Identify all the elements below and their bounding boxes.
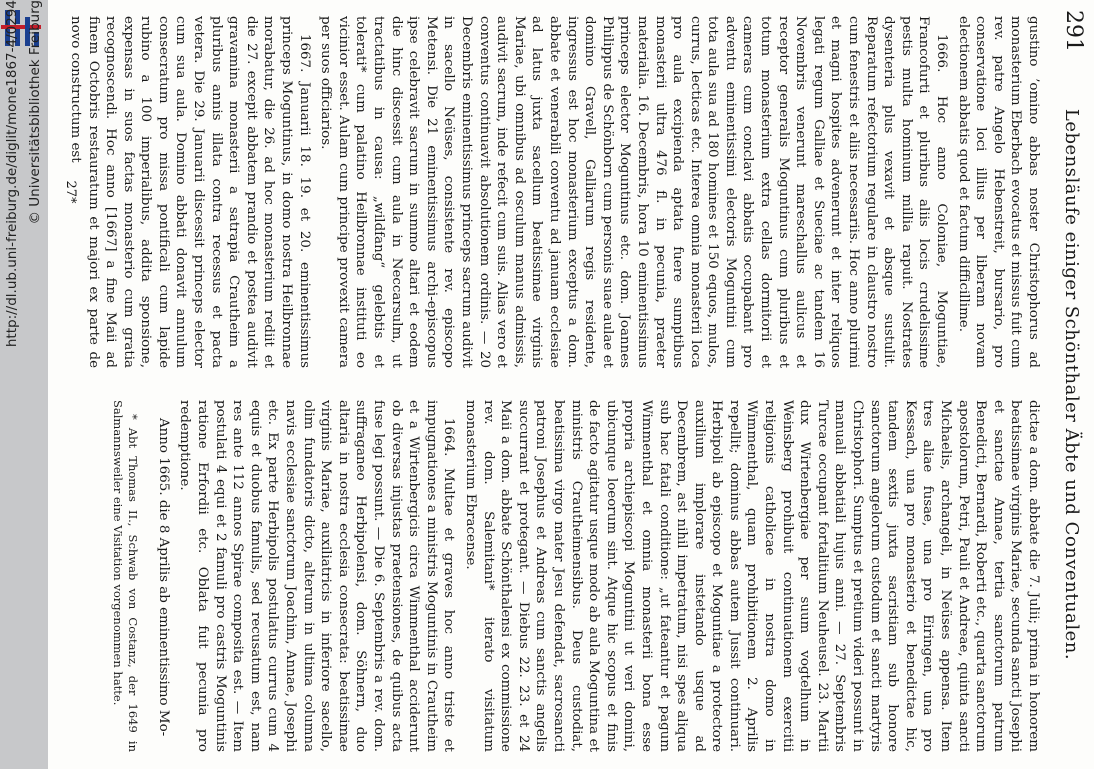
page-header: [1050, 0, 1086, 769]
signature-mark: 27*: [63, 180, 78, 204]
copyright-notice: © Universitätsbibliothek Freiburg: [27, 0, 43, 225]
paragraph: gustino ’omino abbas noster Christophorus ad monasterium Eberbach evocatus et missus fuit cum rev. patre Angelo Hebenstreit, bursario, pro conservatione loci illius per liberam novam electionem abbatis quod et factum difficillime.: [955, 16, 1041, 368]
document-url-link[interactable]: http://dl.ub.uni-freiburg.de/diglit/mone1867-4/0294: [4, 0, 20, 348]
running-head: Lebensläufe einiger Schönthaler Äbte und Conventualen.: [1061, 108, 1082, 661]
paragraph: 1664. Multae et graves hoc anno triste et impugnationes a ministris Moguntinis in Crautheim et a Wirtenbergicis circa Wimmenthal acciderunt ob diversas injustas praetensiones, de quibus acta fuse legi possunt. — Die 6. Septembris a rev. dom. suffraganeo Herbipolensi, dom. Söhnern, duo altaria in nostra ecclesia consecrata: beatissimae virginis Mariae, auxiliatricis in inferiore sacello, olim fundatoris dicto, alterum in ultima columna navis ecclesiae sanctorum Joachim, Annae, Josephi etc. Ex parte Herbipolis postulatus currus cum 4 equis et duobus famulis, sed recusatum est, nam res ante 112 annos Spirae composita est. — Item postulati 4 equi et 2 famuli pro castris Moguntinis ratione Erfordii etc. Oblata fuit pecunia pro redemptione.: [177, 400, 457, 752]
viewer-sidebar: [0, 0, 48, 769]
paragraph: 1666. Hoc anno Coloniae, Moguntiae, Francofurti et pluribus aliis locis crudelissime pestis multa hominum millia rapuit. Nostrates dysenteria plus vexavit et absque sustulit. Reparatum refectorium regulare in claustro nostro cum fenestris et aliis necessariis. Hoc anno plurimi et magni hospites advenerunt et inter reliquos legati regum Galliae et Sueciae ac tandem 16 Novembris venerunt mareschallus aulicus et receptor generalis Moguntinus cum pluribus et totum monasterium extra cellas dormitorii et cameras cum conclavi abbatis occupabant pro adventu eminentissimi electoris Moguntini cum tota aula sua ad 180 homines et 150 equos, mulos, currus, lecticas etc. Interea omnia monasterii loca pro aula excipienda aptata fuere sumptibus monasterii ultra 476 fl. in pecunia, praeter materialia. 16. Decembris, hora 10 eminentissimus princeps elector Moguntinus etc. dom. Joannes Philippus de Schönborn cum personis suae aulae et domino Gravell, Galliarum regis residente, ingressus est hoc monasterium exceptus a dom. abbate et venerabili conventu ad januam ecclesiae ad latus juxta sacellum beatissimae virginis Mariae, ubi omnibus ad osculum manus admissis, audivit sacrum, inde refecit cum suis. Alias vero et conventus continuavit absolutionem ordinis. — 20 Decembris eminentissimus princeps sacrum audivit in sacello Neüses, consistente rev. episcopo Metensi. Die 21 eminentissimus archi-episcopus ipse celebravit sacrum in summo altari et eodem die hinc discessit cum aula in Neccarsulm, ut tractatibus in causa: „wildfang“ gelebtis et tolerati* cum palatino Heilbronnae instituti eo vicinior esset. Aulam cum principe provexit camera per suos officiarios.: [318, 16, 950, 368]
paragraph: Anno 1665. die 8 Aprilis ab eminentissimo Mo-: [155, 418, 171, 737]
paragraph: 1667. Januarii 18. 19. et 20. eminentissimus princeps Moguntinus, in domo nostra Heilbronnae morabatur, die 26. ad hoc monasterium rediit et die 27. excepit abbatem prandio et postea audivit gravamina monasterii a satrapia Crautheim a pluribus annis illata contra recessus et pacta vetera. Die 29. Januarii discessit princeps elector cum sua aula. Domino abbati donavit annulum consecratum pro missa pontificali cum lapide rubino a 100 imperialibus, addita sponsione, expensas in suos factas monasterio cum gratia recognoscendi. Hoc anno [1667] a fine Maii ad finem Octobris restauratum et majori ex parte de novo constructum est: [67, 16, 312, 368]
text-column-right: [106, 400, 1042, 752]
page-number: 291: [1061, 10, 1086, 52]
footnote: * Abt Thomas II., Schwab von Costanz, der 1649 in Salmannsweiler eine Visitation vorgenommen hatte.: [111, 400, 141, 752]
paragraph: dictae a dom. abbate die 7. Julii; prima in honorem beatissimae virginis Mariae, secunda sancti Josephi et sanctae Annae, tertia sanctorum patrum Benedicti, Bernardi, Roberti etc., quarta sanctorum apostolorum, Petri, Pauli et Andreae, quinta sancti Michaelis, archangeli, in Neüses appensa. Item tres aliae fusae, una pro Eiringen, una pro Kessach, una pro monasterio et benedictae hic, tandem sextis juxta sacristiam sub honore sanctorum angelorum custodum et sancti martyris Christophori. Sumptus et pretium videri possunt in manuali abbatiali hujus anni. — 27. Septembris Turcae occupant fortalitium Neuheusel. 23. Martii dux Wirtenbergiae per suum vogtelhum in Weinsberg prohibuit continuationem exercitii religionis catholicae in nostra domo in Wimmenthal, quam prohibitionem 2. Aprilis repellit; dominus abbas autem Jussit continuari. Herbipoli ab episcopo et Moguntiae a protectore auxilium implorare instetando usque ad Decembrem, ast nihil impetratum, nisi spes aliqua sub hac fatali conditione: „ut fateantur et pagum Wimmenthal et omnia monasterii bona esse propria archiepiscopi Moguntini ut veri domini, ubicunque loeorum sint. Atque hic scopus et finis de facto agitatur usque modo ab aula Moguntina et ministris Crautheimensibus. Deus custodiat, beatissima virgo mater Jesu defendat, sacrosancti patroni Josephus et Andreas cum sanctis angelis succurrant et protegant. — Diebus 22. 23. et 24 Maii a dom. abbate Schönthalensi ex commissione rev. dom. Salemitani* iterato visitatum monasterium Ebracense.: [463, 400, 1041, 752]
text-column-left: [62, 16, 1042, 368]
scanned-page: [48, 0, 1094, 769]
